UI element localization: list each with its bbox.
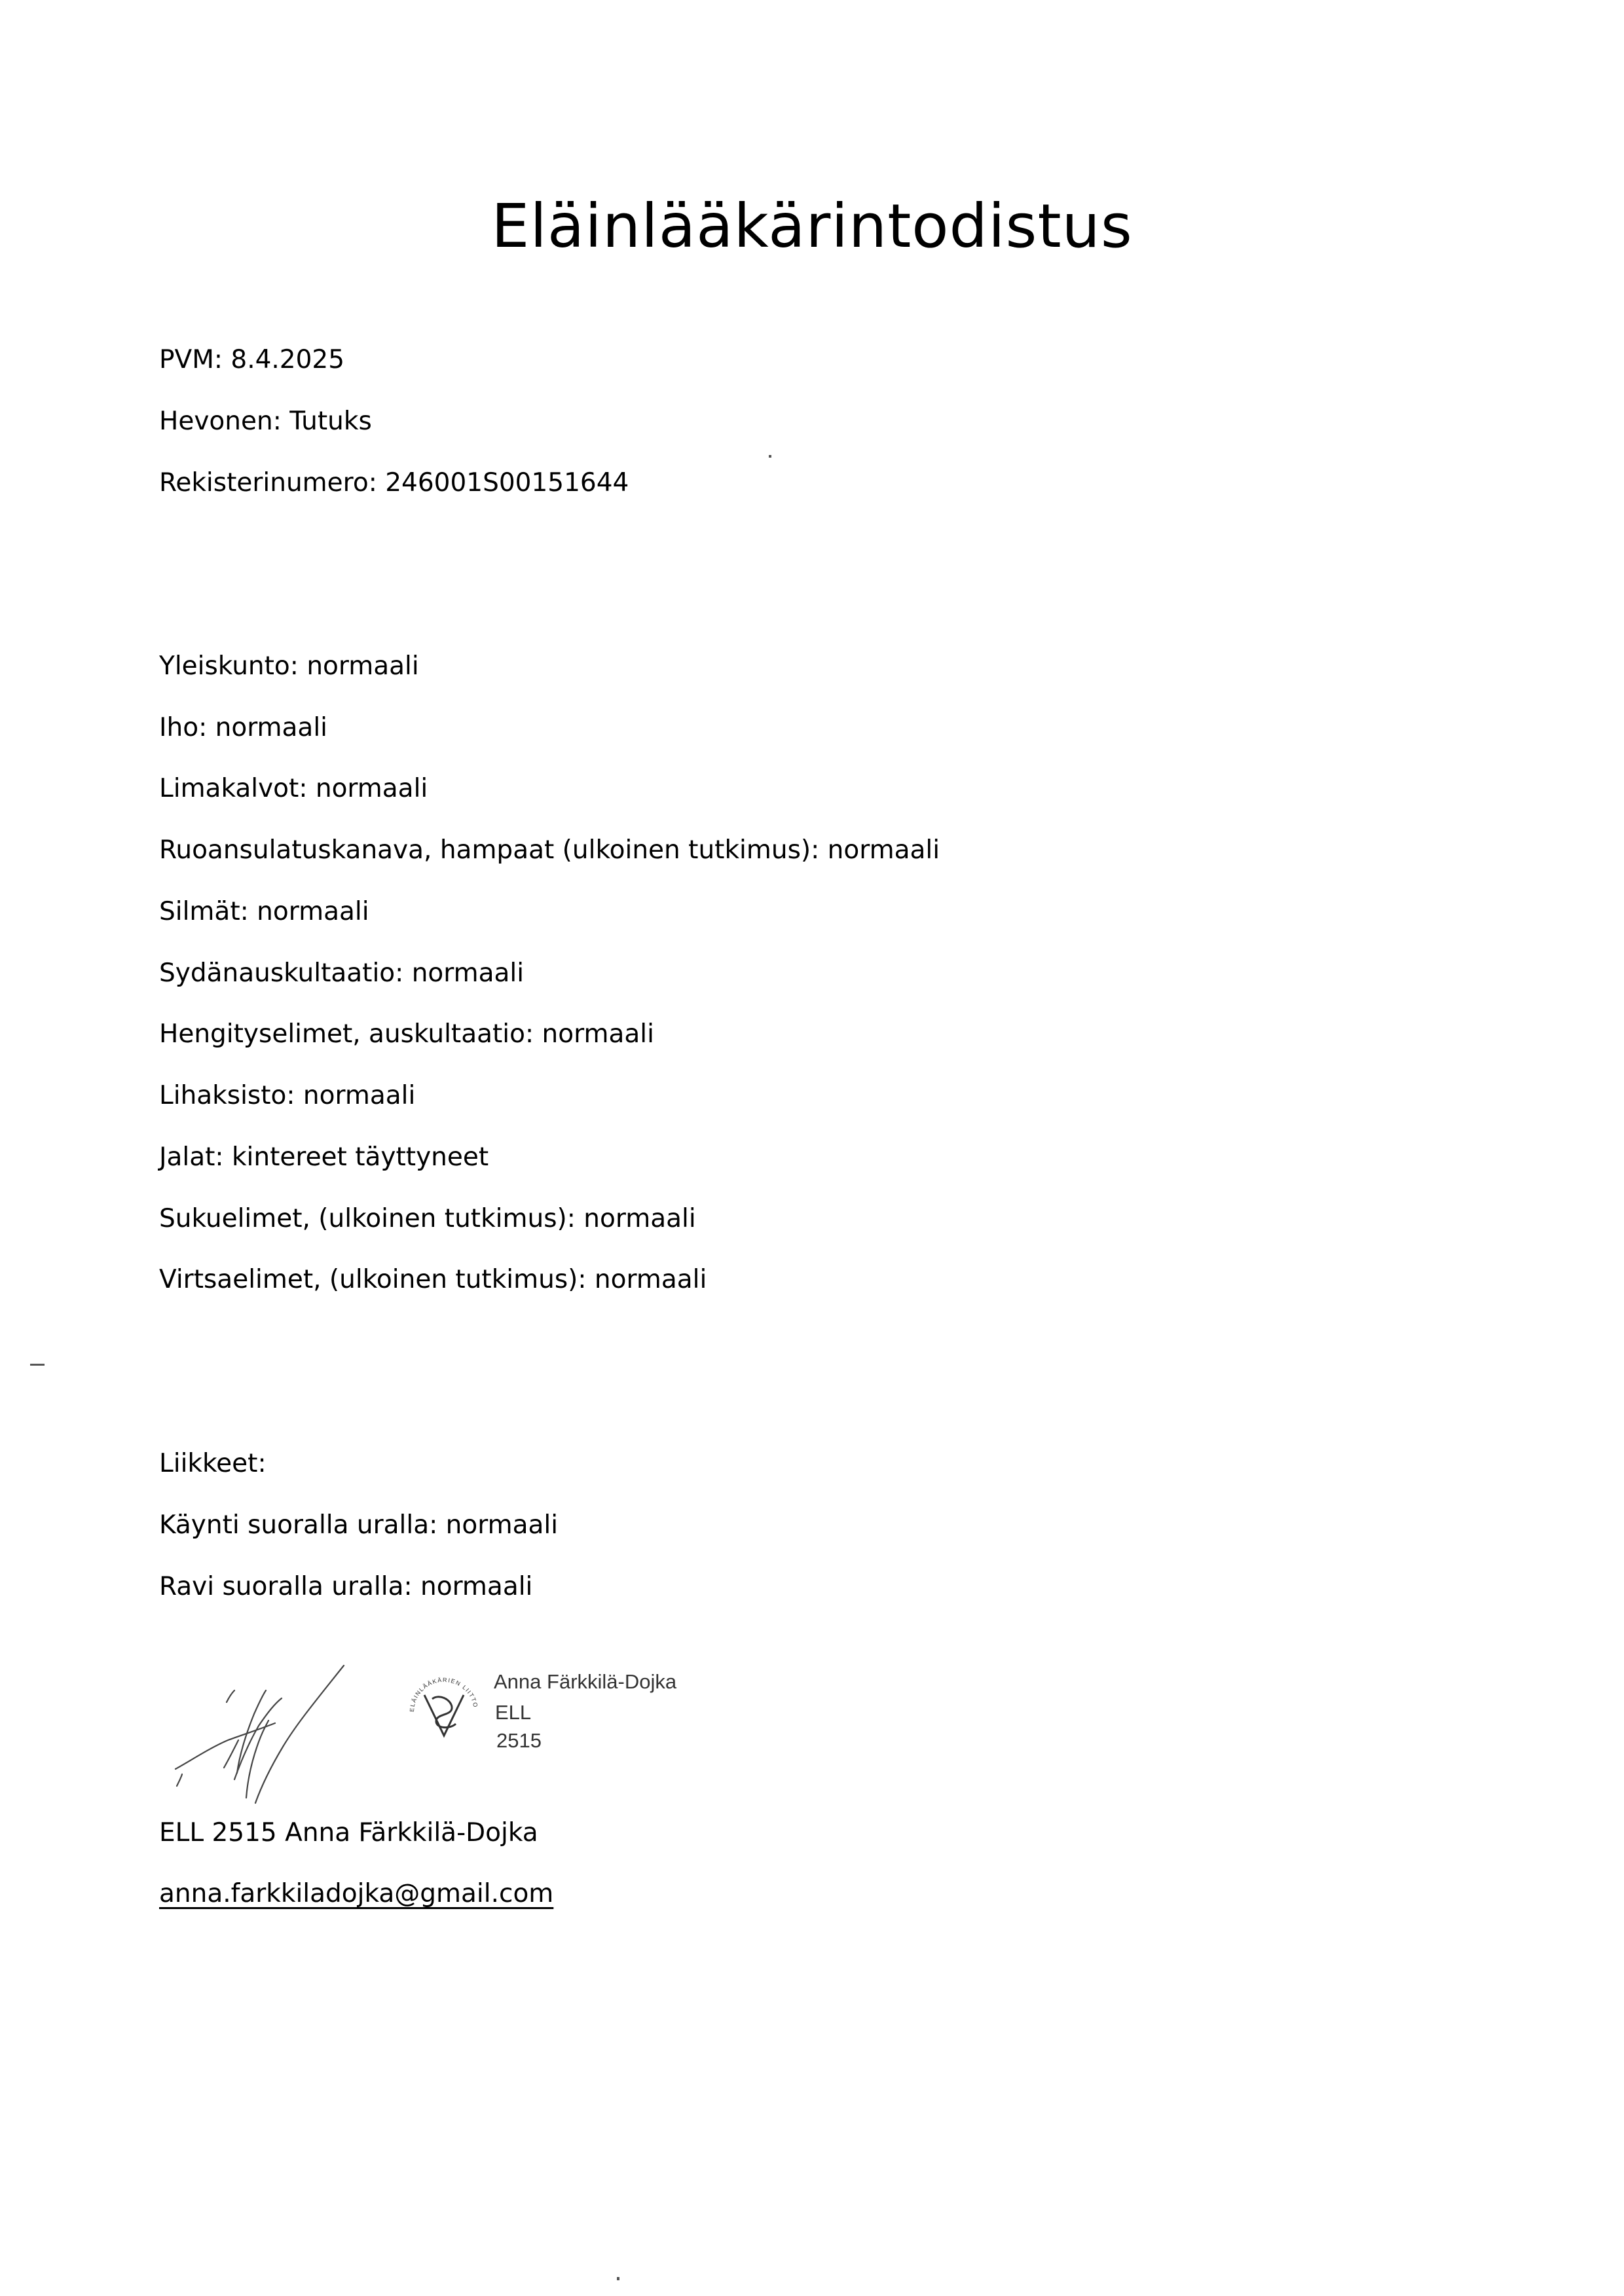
finding-general: Yleiskunto: normaali: [159, 651, 419, 681]
scan-speck: [30, 1364, 45, 1366]
finding-muscles: Lihaksisto: normaali: [159, 1081, 416, 1110]
finding-respiratory: Hengityselimet, auskultaatio: normaali: [159, 1019, 654, 1049]
stamp-name: Anna Färkkilä-Dojka: [494, 1670, 677, 1693]
finding-urinary: Virtsaelimet, (ulkoinen tutkimus): normaali: [159, 1265, 707, 1294]
finding-heart: Sydänauskultaatio: normaali: [159, 958, 525, 988]
movement-walk: Käynti suoralla uralla: normaali: [159, 1510, 559, 1540]
finding-mucosa: Limakalvot: normaali: [159, 774, 428, 803]
finding-skin: Iho: normaali: [159, 713, 328, 742]
handwritten-signature: [164, 1663, 354, 1807]
horse-line: Hevonen: Tutuks: [159, 407, 372, 436]
signature-line: ELL 2515 Anna Färkkilä-Dojka: [159, 1818, 538, 1848]
finding-legs: Jalat: kintereet täyttyneet: [159, 1142, 489, 1172]
date-line: PVM: 8.4.2025: [159, 345, 345, 374]
email-link[interactable]: anna.farkkiladojka@gmail.com: [159, 1879, 554, 1908]
finding-eyes: Silmät: normaali: [159, 897, 369, 926]
movement-heading: Liikkeet:: [159, 1449, 267, 1478]
scan-speck: [617, 2277, 619, 2280]
veterinary-seal: [405, 1673, 483, 1750]
scan-speck: [769, 455, 771, 458]
finding-digestive: Ruoansulatuskanava, hampaat (ulkoinen tutkimus): normaali: [159, 835, 940, 865]
stamp-number: 2515: [496, 1729, 542, 1752]
document-title: Eläinlääkärintodistus: [491, 191, 1133, 261]
movement-trot: Ravi suoralla uralla: normaali: [159, 1572, 533, 1601]
registration-line: Rekisterinumero: 246001S00151644: [159, 468, 629, 498]
svg-text:ELÄINLÄÄKÄRIEN LIITTO: ELÄINLÄÄKÄRIEN LIITTO: [408, 1676, 479, 1713]
stamp-title: ELL: [495, 1701, 532, 1724]
finding-genitals: Sukuelimet, (ulkoinen tutkimus): normaali: [159, 1204, 696, 1233]
